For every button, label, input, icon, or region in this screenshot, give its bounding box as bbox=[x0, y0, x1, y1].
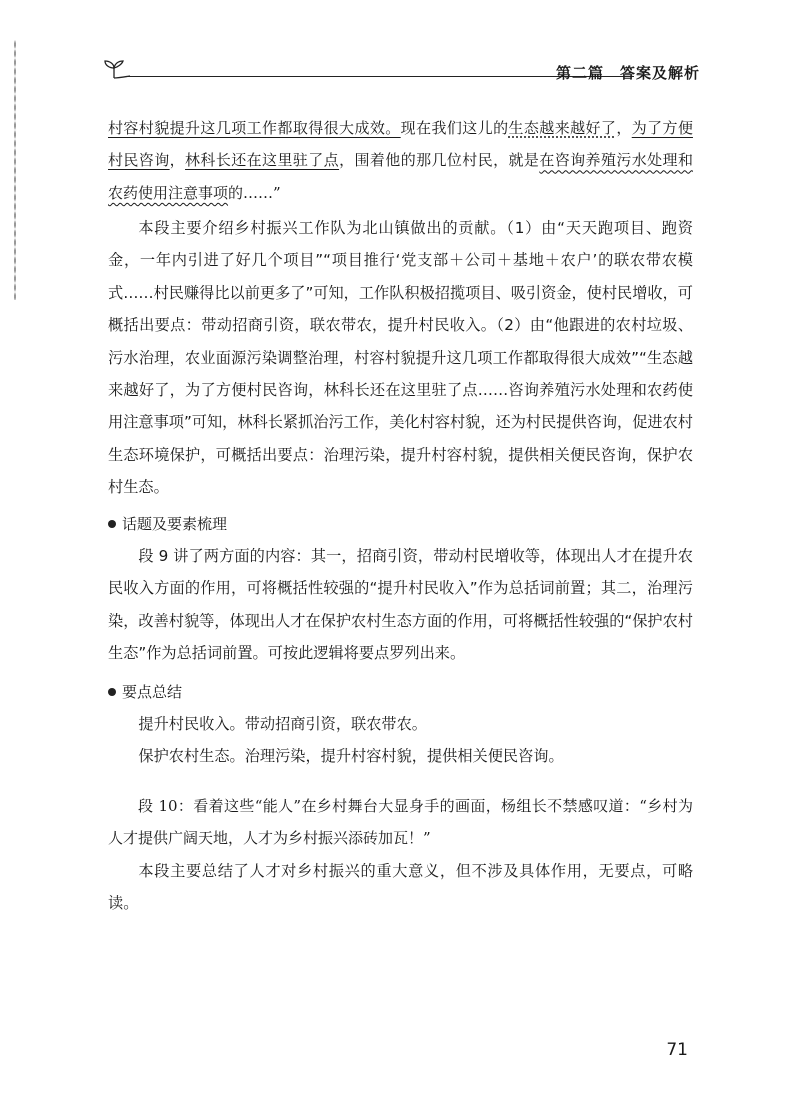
passage-segment: 生态越来越好了 bbox=[508, 119, 617, 137]
summary-line-1: 提升村民收入。带动招商引资，联农带农。 bbox=[138, 715, 427, 733]
header-title: 第二篇 答案及解析 bbox=[555, 64, 700, 82]
bullet-icon bbox=[108, 520, 116, 528]
passage-segment: 村容村貌提升这几项工作都取得很大成效。 bbox=[108, 119, 401, 137]
page-header bbox=[100, 58, 700, 88]
top-passage bbox=[108, 112, 693, 209]
passage-segment: ， bbox=[169, 151, 186, 170]
bullet-icon bbox=[108, 688, 116, 696]
topic-text: 段 9 讲了两方面的内容：其一，招商引资，带动村民增收等，体现出人才在提升农民收入方面的作用，可将概括性较强的“提升村民收入”作为总括词前置；其二，治理污染，改善村貌等，体现出人才在保护农村生态方面的作用，可将概括性较强的“保护农村生态”作为总括词前置。可按此逻辑将要点罗列出来。 bbox=[108, 547, 693, 663]
passage-segment: ，围着他的那几位村民，就是 bbox=[339, 151, 540, 170]
summary-heading-text: 要点总结 bbox=[122, 683, 183, 701]
topic-heading-text: 话题及要素梳理 bbox=[122, 515, 228, 533]
summary-line-2: 保护农村生态。治理污染，提升村容村貌，提供相关便民咨询。 bbox=[138, 747, 564, 765]
analysis-paragraph-10: 本段主要总结了人才对乡村振兴的重大意义，但不涉及具体作用，无要点，可略读。 bbox=[108, 862, 693, 913]
passage-segment: 现在我们这儿的 bbox=[400, 119, 509, 137]
topic-heading bbox=[108, 508, 227, 540]
passage-segment: 在咨询养殖污水处理和农药使用注意事项 bbox=[108, 151, 693, 202]
passage-segment: 的……” bbox=[228, 183, 281, 202]
summary-heading bbox=[108, 676, 182, 708]
analysis-paragraph-9: 本段主要介绍乡村振兴工作队为北山镇做出的贡献。（1）由“天天跑项目、跑资金，一年内引进了好几个项目”“项目推行‘党支部＋公司＋基地＋农户’的联农带农模式……村民赚得比以前更多了”可知，工作队积极招揽项目、吸引资金，使村民增收，可概括出要点：带动招商引资，联农带农，提升村民收入。（2）由“他跟进的农村垃圾、污水治理，农业面源污染调整治理，村容村貌提升这几项工作都取得很大成效”“生态越来越好了，为了方便村民咨询，林科长还在这里驻了点……咨询养殖污水处理和农药使用注意事项”可知，林科长紧抓治污工作，美化村容村貌，还为村民提供咨询，促进农村生态环境保护，可概括出要点：治理污染，提升村容村貌，提供相关便民咨询，保护农村生态。 bbox=[108, 219, 693, 497]
passage-segment: ， bbox=[616, 119, 632, 137]
page-number: 71 bbox=[666, 1040, 688, 1060]
margin-dots bbox=[14, 40, 16, 300]
passage-segment: 为了方便村民咨询 bbox=[108, 119, 693, 170]
passage-paragraph-10: 段 10：看着这些“能人”在乡村舞台大显身手的画面，杨组长不禁感叹道：“乡村为人才提供广阔天地，人才为乡村振兴添砖加瓦！” bbox=[108, 797, 693, 848]
passage-segment: 林科长还在这里驻了点 bbox=[185, 151, 340, 170]
